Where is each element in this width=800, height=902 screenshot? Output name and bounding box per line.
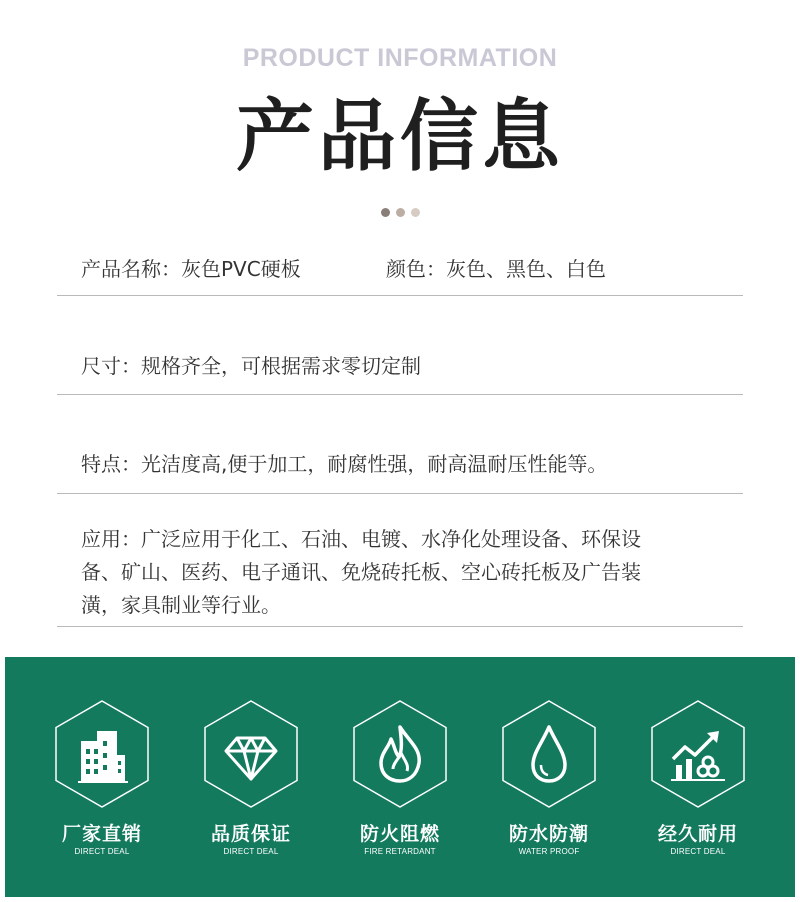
application-line: 潢，家具制业等行业。 bbox=[81, 593, 281, 617]
feature-durable bbox=[638, 697, 758, 857]
feature-subtitle: DIRECT DEAL bbox=[670, 847, 726, 856]
product-name: 产品名称：灰色PVC硬板 bbox=[81, 257, 301, 281]
product-size: 尺寸：规格齐全，可根据需求零切定制 bbox=[81, 354, 421, 378]
dot bbox=[411, 208, 420, 217]
decorative-dots bbox=[0, 208, 800, 217]
info-row-name-color bbox=[57, 240, 743, 296]
application-line: 应用：广泛应用于化工、石油、电镀、水净化处理设备、环保设 bbox=[81, 527, 641, 551]
product-color: 颜色：灰色、黑色、白色 bbox=[386, 257, 606, 281]
feature-direct-sale bbox=[42, 697, 162, 857]
feature-subtitle: DIRECT DEAL bbox=[74, 847, 130, 856]
feature-waterproof bbox=[489, 697, 609, 857]
feature-subtitle: FIRE RETARDANT bbox=[364, 847, 436, 856]
feature-subtitle: WATER PROOF bbox=[518, 847, 580, 856]
growth-chart-icon bbox=[647, 697, 749, 811]
product-features: 特点：光洁度高,便于加工，耐腐性强，耐高温耐压性能等。 bbox=[81, 452, 608, 476]
feature-title: 防水防潮 bbox=[508, 823, 589, 845]
water-drop-icon bbox=[498, 697, 600, 811]
dot bbox=[396, 208, 405, 217]
dot bbox=[381, 208, 390, 217]
page-title: 产品信息 bbox=[235, 92, 564, 182]
feature-title: 防火阻燃 bbox=[359, 823, 440, 845]
info-row-application bbox=[57, 520, 743, 627]
feature-fire-retardant bbox=[340, 697, 460, 857]
building-icon bbox=[51, 697, 153, 811]
info-row-features bbox=[57, 438, 743, 494]
application-line: 备、矿山、医药、电子通讯、免烧砖托板、空心砖托板及广告装 bbox=[81, 560, 641, 584]
product-application bbox=[81, 523, 741, 622]
feature-subtitle: DIRECT DEAL bbox=[223, 847, 279, 856]
feature-quality bbox=[191, 697, 311, 857]
feature-title: 厂家直销 bbox=[61, 823, 142, 845]
diamond-icon bbox=[200, 697, 302, 811]
feature-title: 品质保证 bbox=[210, 823, 291, 845]
features-panel bbox=[5, 657, 795, 897]
feature-title: 经久耐用 bbox=[657, 823, 738, 845]
flame-icon bbox=[349, 697, 451, 811]
info-row-size bbox=[57, 340, 743, 395]
eyebrow-text: PRODUCT INFORMATION bbox=[242, 44, 558, 72]
